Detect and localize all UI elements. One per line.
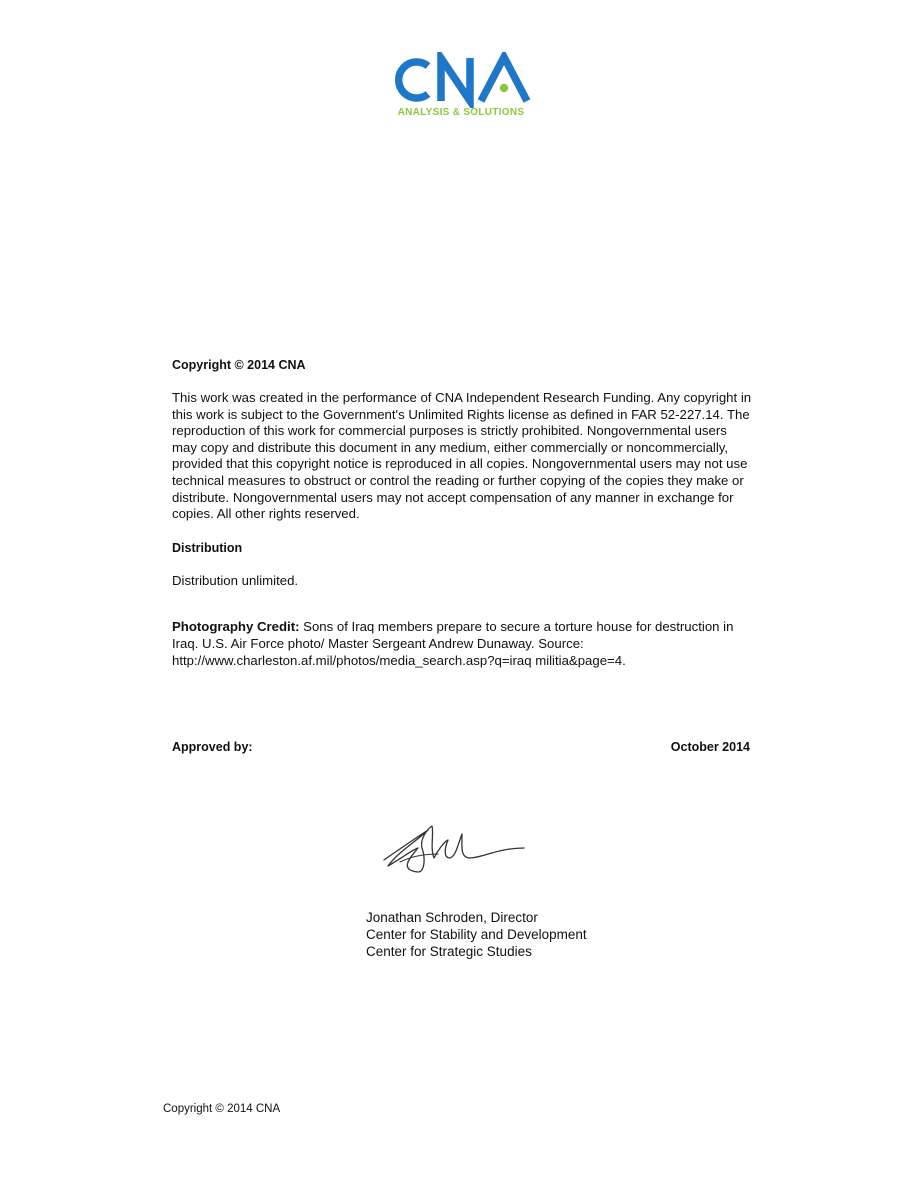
logo-tagline: ANALYSIS & SOLUTIONS — [397, 107, 525, 118]
signatory-block — [366, 909, 587, 960]
document-body — [172, 358, 752, 687]
distribution-text: Distribution unlimited. — [172, 572, 299, 588]
photo-credit-label: Photography Credit: — [172, 619, 300, 635]
cna-logo-mark — [386, 52, 536, 108]
page-footer: Copyright © 2014 CNA — [163, 1103, 281, 1115]
photo-credit-text: Sons of Iraq members prepare to secure a torture house for destruction in Iraq. U.S. Air Force photo/ Master Sergeant Andrew Dunaway. Source: http://www.charleston.af.mil/photos/media_search.asp?q=iraq militia&page=4. — [172, 619, 734, 668]
signatory-division: Center for Strategic Studies — [366, 944, 532, 959]
photo-credit — [172, 619, 752, 669]
approval-row — [172, 740, 750, 754]
copyright-text: This work was created in the performance of CNA Independent Research Funding. Any copyright in this work is subject to the Government's Unlimited Rights license as defined in FAR 52-227.14. The reproduction of this work for commercial purposes is strictly prohibited. Nongovernmental users may copy and distribute this document in any medium, either commercially or noncommercially, provided that this copyright notice is reproduced in all copies. Nongovernmental users may not use technical measures to obstruct or control the reading or further copying of the copies they make or distribute. Nongovernmental users may not accept compensation of any manner in exchange for copies. All other rights reserved. — [172, 390, 752, 522]
signatory-center: Center for Stability and Development — [366, 927, 587, 942]
document-date: October 2014 — [670, 740, 750, 754]
signature-image — [378, 820, 528, 880]
copyright-heading: Copyright © 2014 CNA — [172, 358, 306, 372]
distribution-heading: Distribution — [172, 540, 243, 555]
signature-icon — [378, 820, 528, 880]
approved-by-label: Approved by: — [172, 740, 253, 754]
signatory-name: Jonathan Schroden, Director — [366, 910, 538, 925]
